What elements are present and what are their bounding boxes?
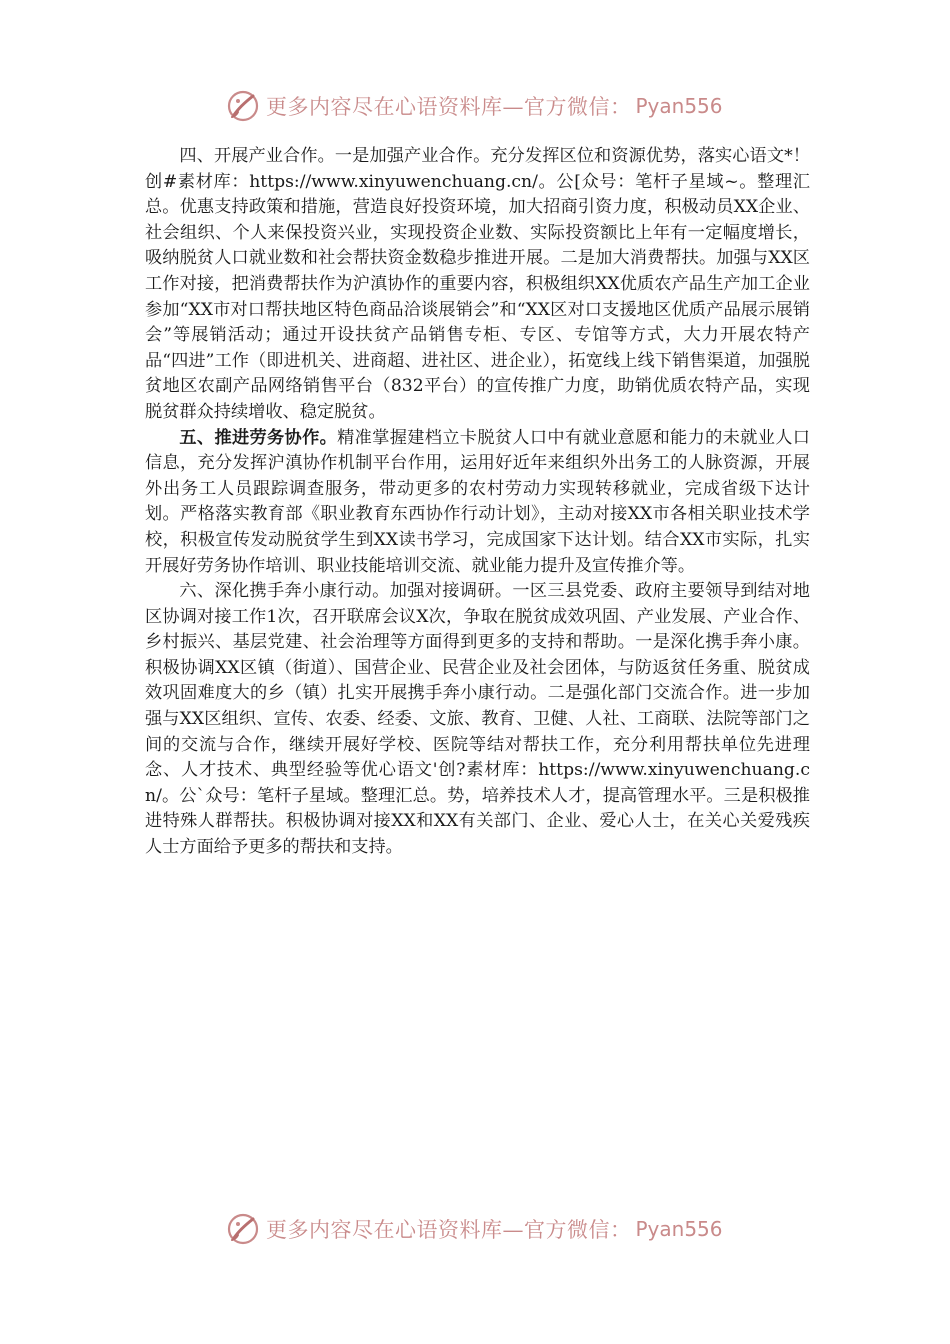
- paragraph-industry-cooperation: [145, 144, 810, 426]
- watermark-text: 更多内容尽在心语资料库—官方微信：: [266, 95, 632, 119]
- brush-logo-icon: [226, 1212, 260, 1246]
- watermark-text: 更多内容尽在心语资料库—官方微信：: [266, 1218, 632, 1242]
- watermark-contact: Pyan556: [635, 94, 723, 118]
- brush-logo-icon: [226, 89, 260, 123]
- paragraph-text: 精准掌握建档立卡脱贫人口中有就业意愿和能力的未就业人口信息，充分发挥沪滇协作机制平台作用，运用好近年来组织外出务工的人脉资源，开展外出务工人员跟踪调查服务，带动更多的农村劳动力实现转移就业，完成省级下达计划。严格落实教育部《职业教育东西协作行动计划》，主动对接XX市各相关职业技术学校，积极宣传发动脱贫学生到XX读书学习，完成国家下达计划。结合XX市实际，扎实开展好劳务协作培训、职业技能培训交流、就业能力提升及宣传推介等。: [145, 427, 810, 576]
- watermark-footer: [226, 1211, 723, 1247]
- paragraph-text: 四、开展产业合作。一是加强产业合作。充分发挥区位和资源优势，落实心语文*！创#素材库：https://www.xinyuwenchuang.cn/。公[众号：笔杆子星域~。整理汇总。优惠支持政策和措施，营造良好投资环境，加大招商引资力度，积极动员XX企业、社会组织、个人来保投资兴业，实现投资企业数、实际投资额比上年有一定幅度增长，吸纳脱贫人口就业数和社会帮扶资金数稳步推进开展。二是加大消费帮扶。加强与XX区工作对接，把消费帮扶作为沪滇协作的重要内容，积极组织XX优质农产品生产加工企业参加“XX市对口帮扶地区特色商品洽谈展销会”和“XX区对口支援地区优质产品展示展销会”等展销活动；通过开设扶贫产品销售专柜、专区、专馆等方式，大力开展农特产品“四进”工作（即进机关、进商超、进社区、进企业），拓宽线上线下销售渠道，加强脱贫地区农副产品网络销售平台（832平台）的宣传推广力度，助销优质农特产品，实现脱贫群众持续增收、稳定脱贫。: [145, 146, 810, 422]
- watermark-contact: Pyan556: [635, 1217, 723, 1241]
- watermark-header: [226, 88, 723, 124]
- paragraph-text: 六、深化携手奔小康行动。加强对接调研。一区三县党委、政府主要领导到结对地区协调对接工作1次，召开联席会议X次，争取在脱贫成效巩固、产业发展、产业合作、乡村振兴、基层党建、社会治理等方面得到更多的支持和帮助。一是深化携手奔小康。积极协调XX区镇（街道）、国营企业、民营企业及社会团体，与防返贫任务重、脱贫成效巩固难度大的乡（镇）扎实开展携手奔小康行动。二是强化部门交流合作。进一步加强与XX区组织、宣传、农委、经委、文旅、教育、卫健、人社、工商联、法院等部门之间的交流与合作，继续开展好学校、医院等结对帮扶工作，充分利用帮扶单位先进理念、人才技术、典型经验等优心语文'创?素材库：https://www.xinyuwenchuang.cn/。公`众号：笔杆子星域。整理汇总。势，培养技术人才，提高管理水平。三是积极推进特殊人群帮扶。积极协调对接XX和XX有关部门、企业、爱心人士，在关心关爱残疾人士方面给予更多的帮扶和支持。: [145, 581, 810, 858]
- document-body: [145, 144, 810, 861]
- paragraph-heading: 五、推进劳务协作。: [179, 427, 338, 448]
- paragraph-xiaokang-action: [145, 579, 810, 861]
- paragraph-labor-cooperation: [145, 426, 810, 580]
